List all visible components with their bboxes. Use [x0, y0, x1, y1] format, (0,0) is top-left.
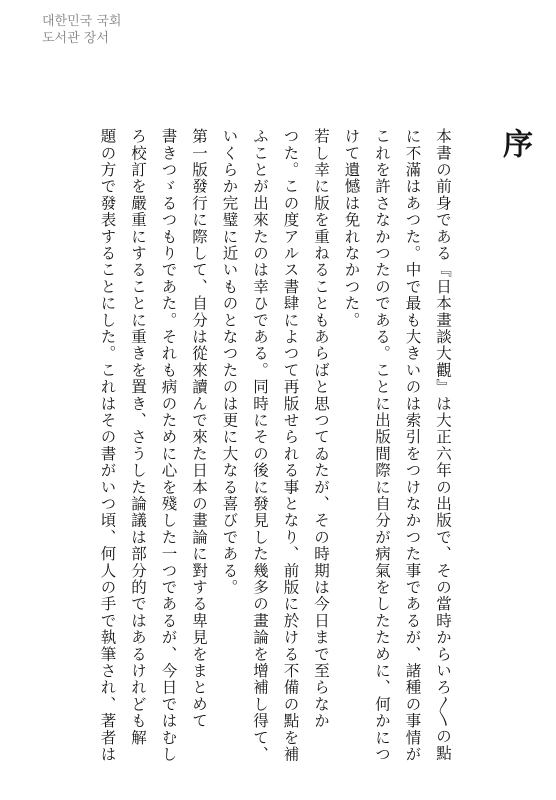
text-column: つた。この度アルス書肆によつて再版せられる事となり、前版に於ける不備の點を補: [281, 128, 300, 763]
text-column: ふことが出來たのは幸ひである。同時にその後に發見した幾多の畫論を增補し得て、: [251, 128, 269, 763]
text-column: 本書の前身である『日本畫談大觀』は大正六年の出版で、その當時からいろ〳〵の點: [434, 128, 452, 762]
text-column: けて遺憾は免れなかつた。: [342, 128, 361, 329]
library-stamp-image: [40, 10, 150, 46]
stamp-line-1: 대한민국 국회: [42, 14, 122, 29]
text-column: ろ校訂を嚴重にすることに重きを置き、さうした論議は部分的ではあるけれども解: [129, 128, 147, 746]
text-column: いくらか完璧に近いものとなつたのは更に大なる喜びである。: [220, 128, 239, 596]
stamp-line-2: 도서관 장서: [42, 31, 109, 46]
text-column: 書きつゞるつもりであた。それも病のために心を殘した一つであるが、今日ではむし: [159, 128, 178, 763]
preface-text: [92, 128, 544, 763]
text-column: に不滿はあつた。中で最も大きいのは索引をつけなかつた事であるが、諸種の事情が: [403, 128, 422, 763]
page-title: 序: [497, 128, 532, 160]
text-column: 第一版發行に際して、自分は從來讀んで來た日本の畫論に對する卑見をまとめて: [190, 128, 208, 730]
text-column: 若し幸に版を重ねることもあらばと思つてゐたが、その時期は今日まで至らなか: [312, 128, 330, 730]
library-stamp: [40, 10, 150, 46]
text-column: 題の方で發表することにした。これはその書がいつ頃、何人の手で執筆され、著者は: [98, 128, 117, 763]
text-column: これを許さなかつたのである。ことに出版間際に自分が病氣をしたために、何かにつ: [373, 128, 391, 763]
